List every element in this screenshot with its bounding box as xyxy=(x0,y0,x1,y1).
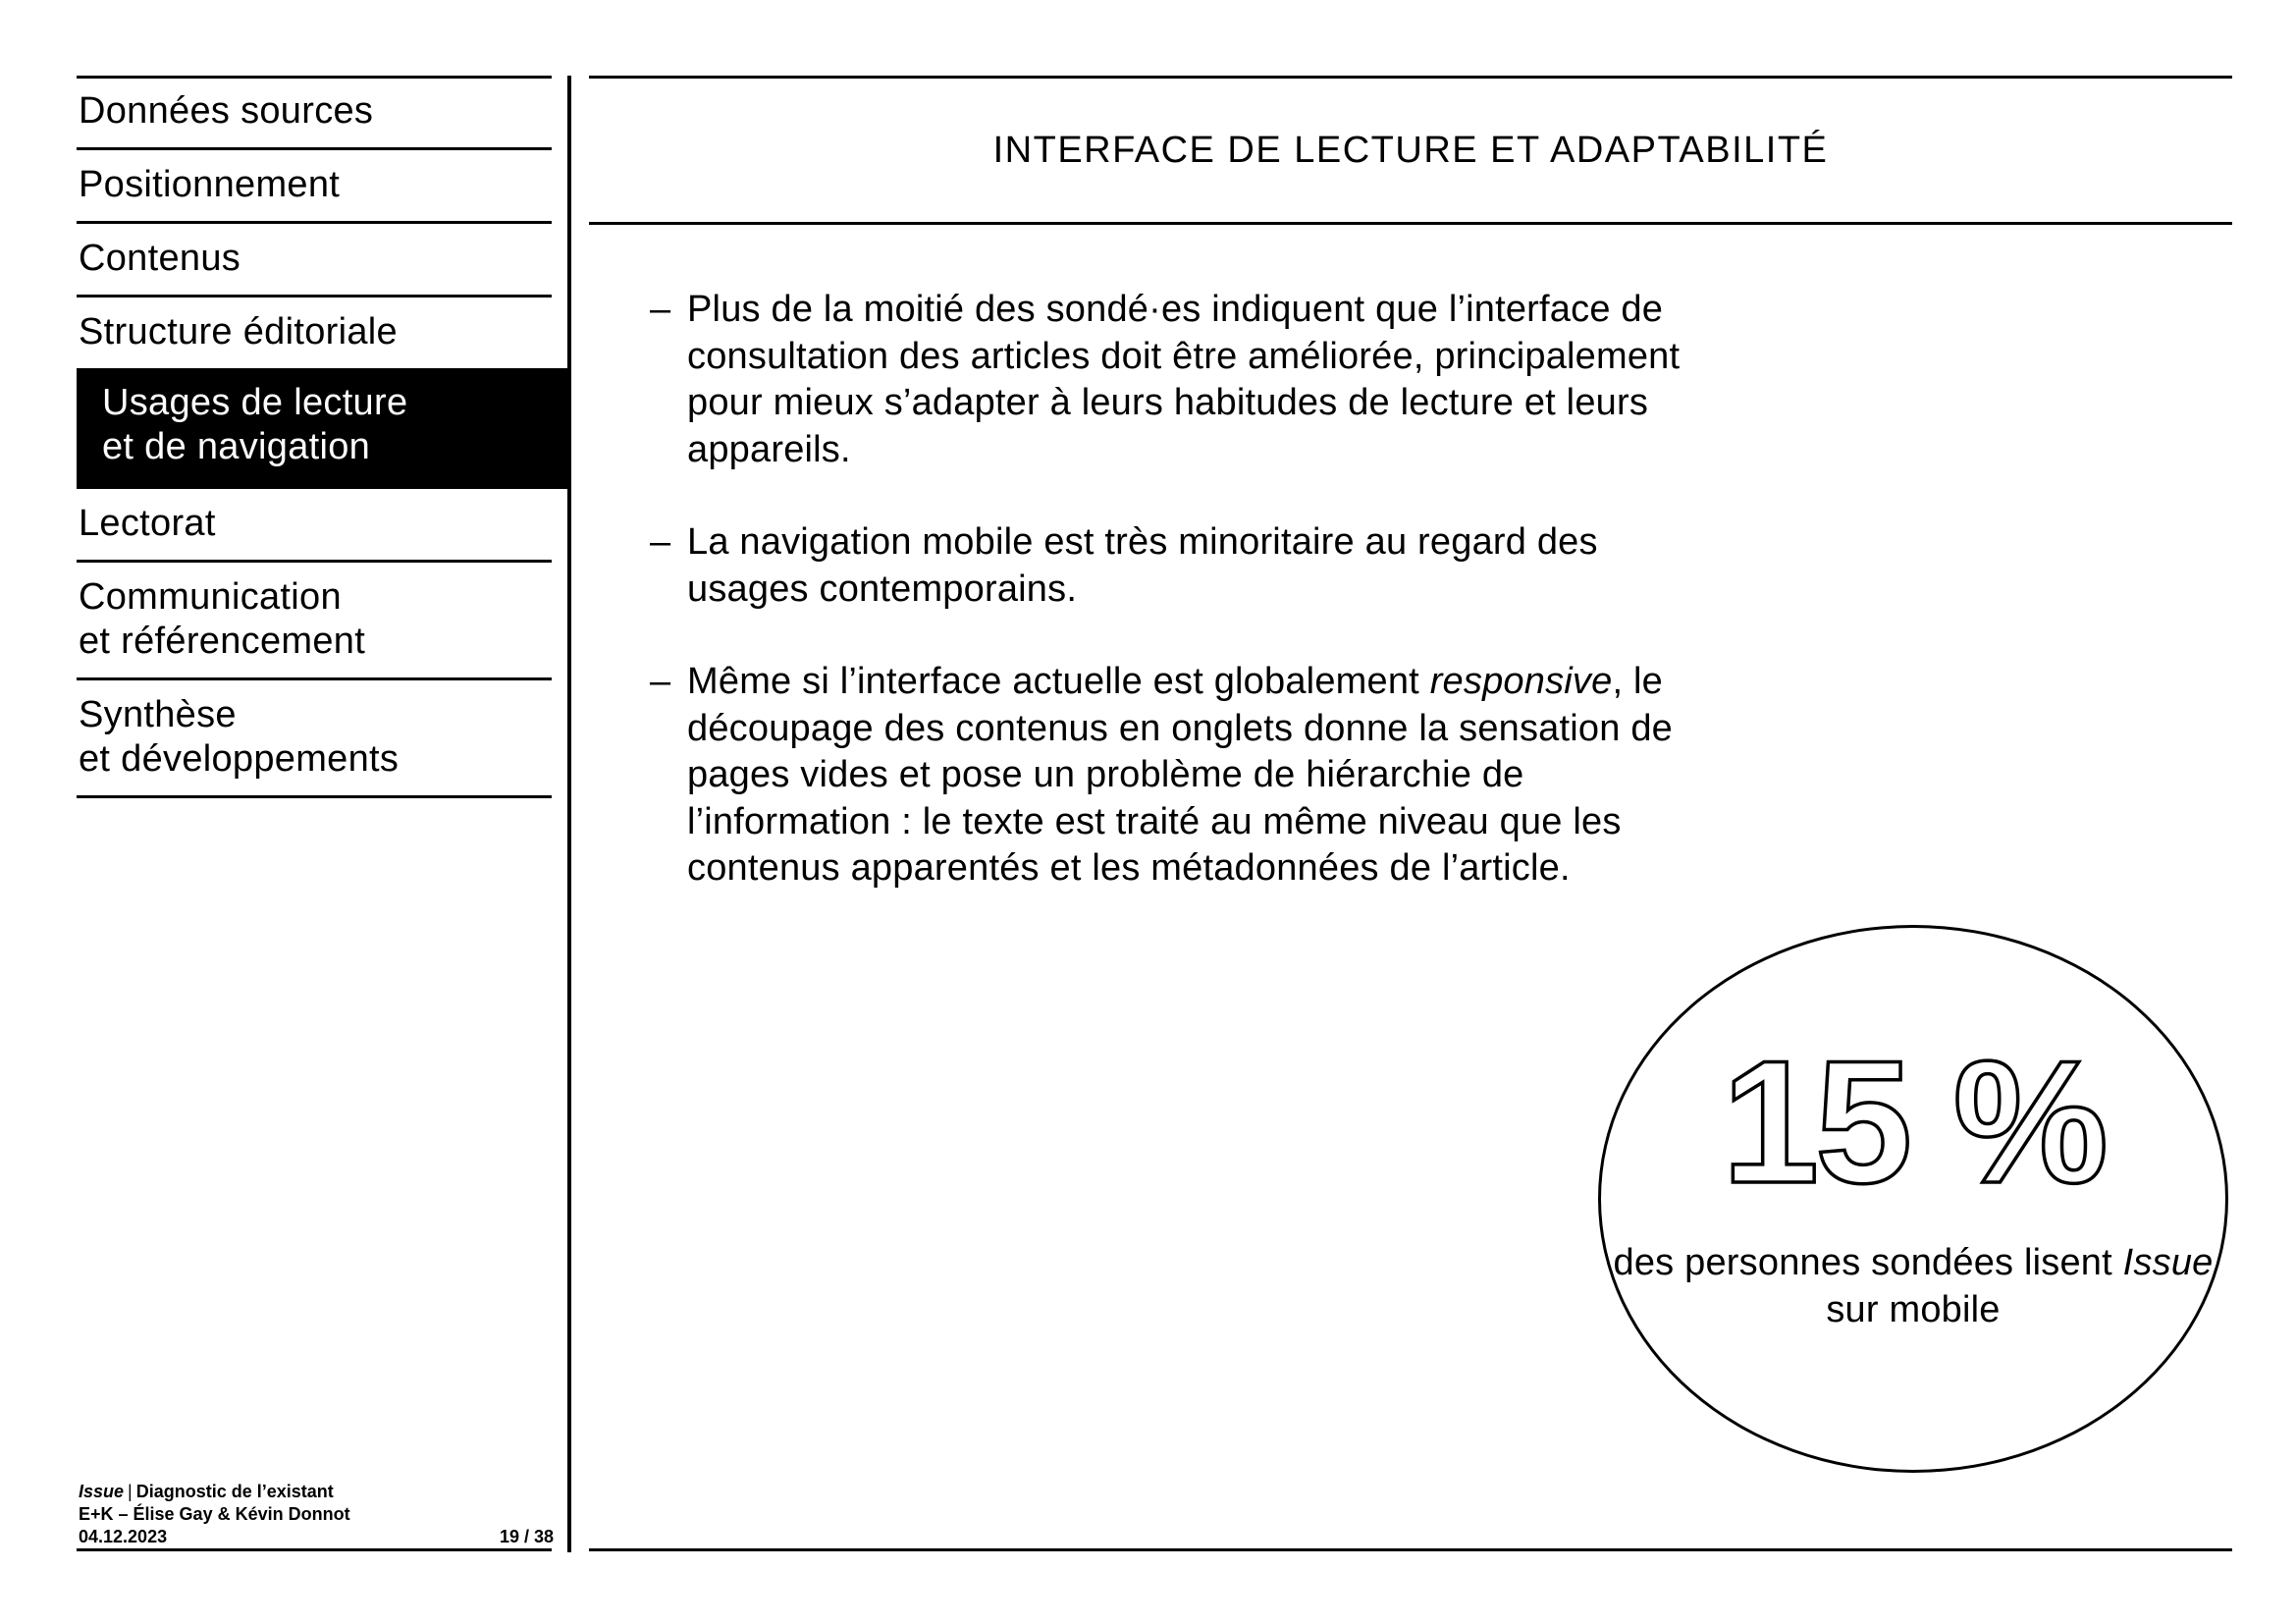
sidebar-item-donnees-sources[interactable] xyxy=(77,77,552,150)
stat-caption-emphasis: Issue xyxy=(2122,1242,2214,1283)
sidebar-item-label-line2: et de navigation xyxy=(102,426,371,467)
bullet-text-end: , le découpage des contenus en onglets donne la sensation de pages vides et pose un problème de hiérarchie de l’information : le texte est traité au même niveau que les contenus apparentés et les métadonnées de l’article. xyxy=(687,661,1674,889)
sidebar-item-label-line2: et développements xyxy=(79,738,400,780)
sidebar-item-synthese[interactable] xyxy=(77,680,552,798)
stat-callout xyxy=(1598,925,2228,1473)
sidebar-item-lectorat[interactable] xyxy=(77,489,552,563)
footer-authors: E+K – Élise Gay & Kévin Donnot xyxy=(79,1504,350,1524)
bullet-text: Plus de la moitié des sondé·es indiquent que l’interface de consultation des articles doit être améliorée, principalement pour mieux s’adapter à leurs habitudes de lecture et leurs appareils. xyxy=(687,289,1681,470)
sidebar-item-contenus[interactable] xyxy=(77,224,552,298)
page-footer xyxy=(79,1481,554,1548)
vertical-divider xyxy=(567,76,571,1552)
bullet-text-emphasis: responsive xyxy=(1429,661,1613,702)
list-item xyxy=(650,519,1681,613)
stat-value: 15 % xyxy=(1722,1024,2105,1219)
footer-publication: Issue xyxy=(79,1482,125,1501)
sidebar-nav xyxy=(77,77,552,798)
bullet-text: La navigation mobile est très minoritaire au regard des usages contemporains. xyxy=(687,521,1598,610)
sidebar-item-label-line1: Communication xyxy=(79,576,342,618)
footer-doc-line xyxy=(79,1481,554,1503)
sidebar-item-positionnement[interactable] xyxy=(77,150,552,224)
list-item xyxy=(650,287,1681,473)
bullet-list xyxy=(650,287,1681,939)
main-top-rule xyxy=(589,76,2232,79)
footer-bottom-rule xyxy=(77,1548,552,1551)
sidebar-item-label-line2: et référencement xyxy=(79,621,366,662)
dash-marker: – xyxy=(650,521,671,563)
list-item xyxy=(650,659,1681,893)
sidebar-item-label: Données sources xyxy=(79,90,374,132)
page-title: INTERFACE DE LECTURE ET ADAPTABILITÉ xyxy=(992,130,1829,171)
page-number: 19 / 38 xyxy=(499,1527,554,1546)
sidebar-item-structure-editoriale[interactable] xyxy=(77,298,552,368)
footer-doc-title: Diagnostic de l’existant xyxy=(135,1482,334,1501)
stat-caption-end: sur mobile xyxy=(1826,1288,2001,1330)
title-bottom-rule xyxy=(589,222,2232,225)
footer-date: 04.12.2023 xyxy=(79,1527,168,1546)
main-bottom-rule xyxy=(589,1548,2232,1551)
bullet-text-start: Même si l’interface actuelle est globalement xyxy=(687,661,1430,702)
sidebar-item-label-line1: Usages de lecture xyxy=(102,382,408,423)
sidebar-item-label: Structure éditoriale xyxy=(79,311,398,352)
dash-marker: – xyxy=(650,661,671,702)
sidebar-item-label: Positionnement xyxy=(79,164,341,205)
stat-caption xyxy=(1601,1240,2225,1333)
stat-caption-start: des personnes sondées lisent xyxy=(1613,1242,2123,1283)
sidebar-item-usages-active[interactable] xyxy=(77,368,569,489)
footer-separator: | xyxy=(128,1482,133,1501)
dash-marker: – xyxy=(650,289,671,330)
sidebar-item-label: Contenus xyxy=(79,238,241,279)
sidebar-item-label-line1: Synthèse xyxy=(79,694,237,735)
sidebar-item-communication[interactable] xyxy=(77,563,552,680)
sidebar-item-label: Lectorat xyxy=(79,503,216,544)
